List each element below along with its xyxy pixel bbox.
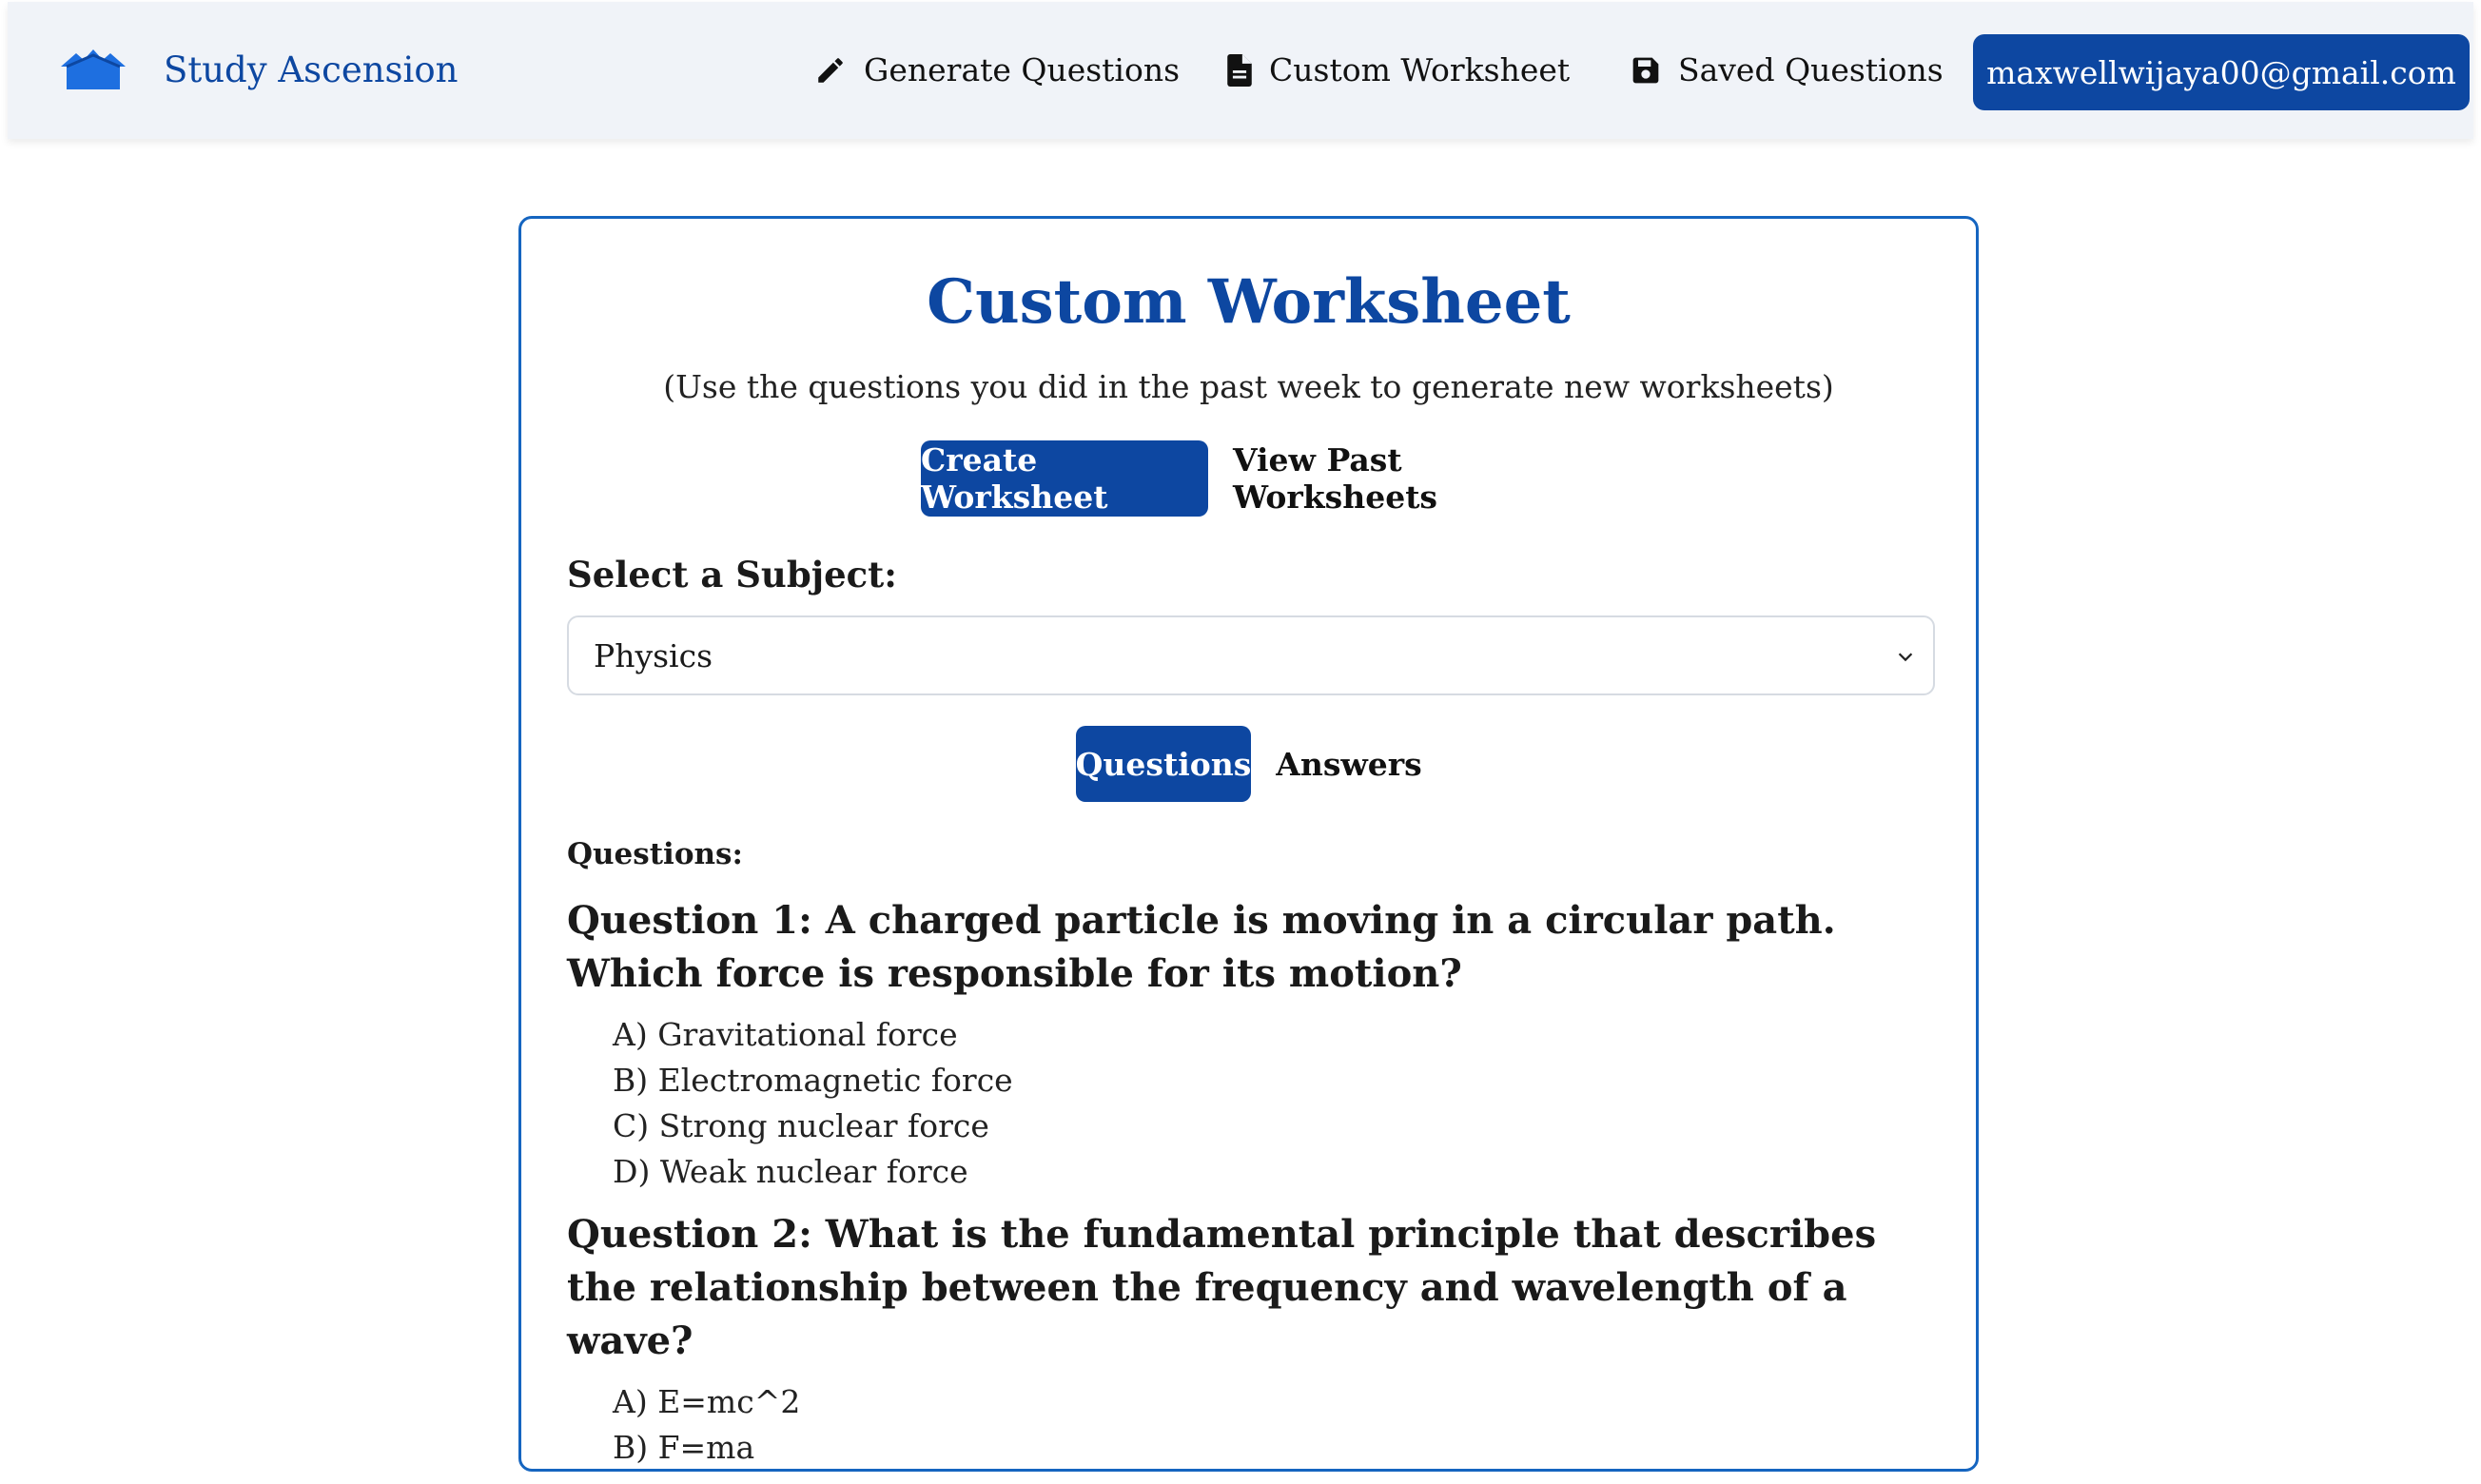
nav-saved-questions[interactable] [1631,51,1944,88]
nav-custom-label: Custom Worksheet [1269,51,1571,88]
nav-custom-worksheet[interactable] [1227,51,1570,88]
chevron-down-icon [1895,646,1916,667]
question-item [567,894,1937,1195]
create-worksheet-button[interactable]: Create Worksheet [921,440,1208,517]
option-item: A) E=mc^2 [613,1383,801,1420]
brand[interactable] [57,46,458,93]
option-list [613,1379,1937,1471]
questions-tab[interactable]: Questions [1076,726,1251,802]
nav-saved-label: Saved Questions [1678,51,1944,88]
page-subtitle: (Use the questions you did in the past week to generate new worksheets) [663,368,1834,405]
option-item: B) Electromagnetic force [613,1062,1013,1099]
answers-tab[interactable]: Answers [1276,745,1422,783]
file-icon [1227,54,1252,87]
question-item [567,1208,1937,1471]
question-list [567,894,1937,1484]
nav-generate-questions[interactable] [814,51,1180,88]
view-past-worksheets-button[interactable]: View Past Worksheets [1233,441,1438,516]
option-item: A) Gravitational force [613,1016,958,1053]
option-item: B) F=ma [613,1429,755,1466]
subject-select-value: Physics [594,636,713,674]
user-account-button[interactable]: maxwellwijaya00@gmail.com [1973,34,2470,110]
option-list [613,1012,1937,1195]
worksheet-card [518,216,1979,1472]
option-item: C) Strong nuclear force [613,1107,989,1144]
question-title: Question 2: What is the fundamental principle that describes the relationship between the frequency and wavelength of a wave? [567,1212,1877,1363]
subject-select[interactable] [567,615,1935,695]
nav-generate-label: Generate Questions [864,51,1181,88]
brand-name: Study Ascension [164,49,459,90]
top-navbar [8,2,2473,139]
option-item: D) Weak nuclear force [613,1153,968,1190]
pencil-icon [814,54,847,87]
question-title: Question 1: A charged particle is moving in a circular path. Which force is responsible for its motion? [567,898,1836,996]
floppy-disk-icon [1631,55,1661,86]
page-title: Custom Worksheet [927,266,1571,338]
questions-section-label: Questions: [567,837,743,871]
house-logo-icon [57,46,129,93]
subject-label: Select a Subject: [567,554,897,596]
